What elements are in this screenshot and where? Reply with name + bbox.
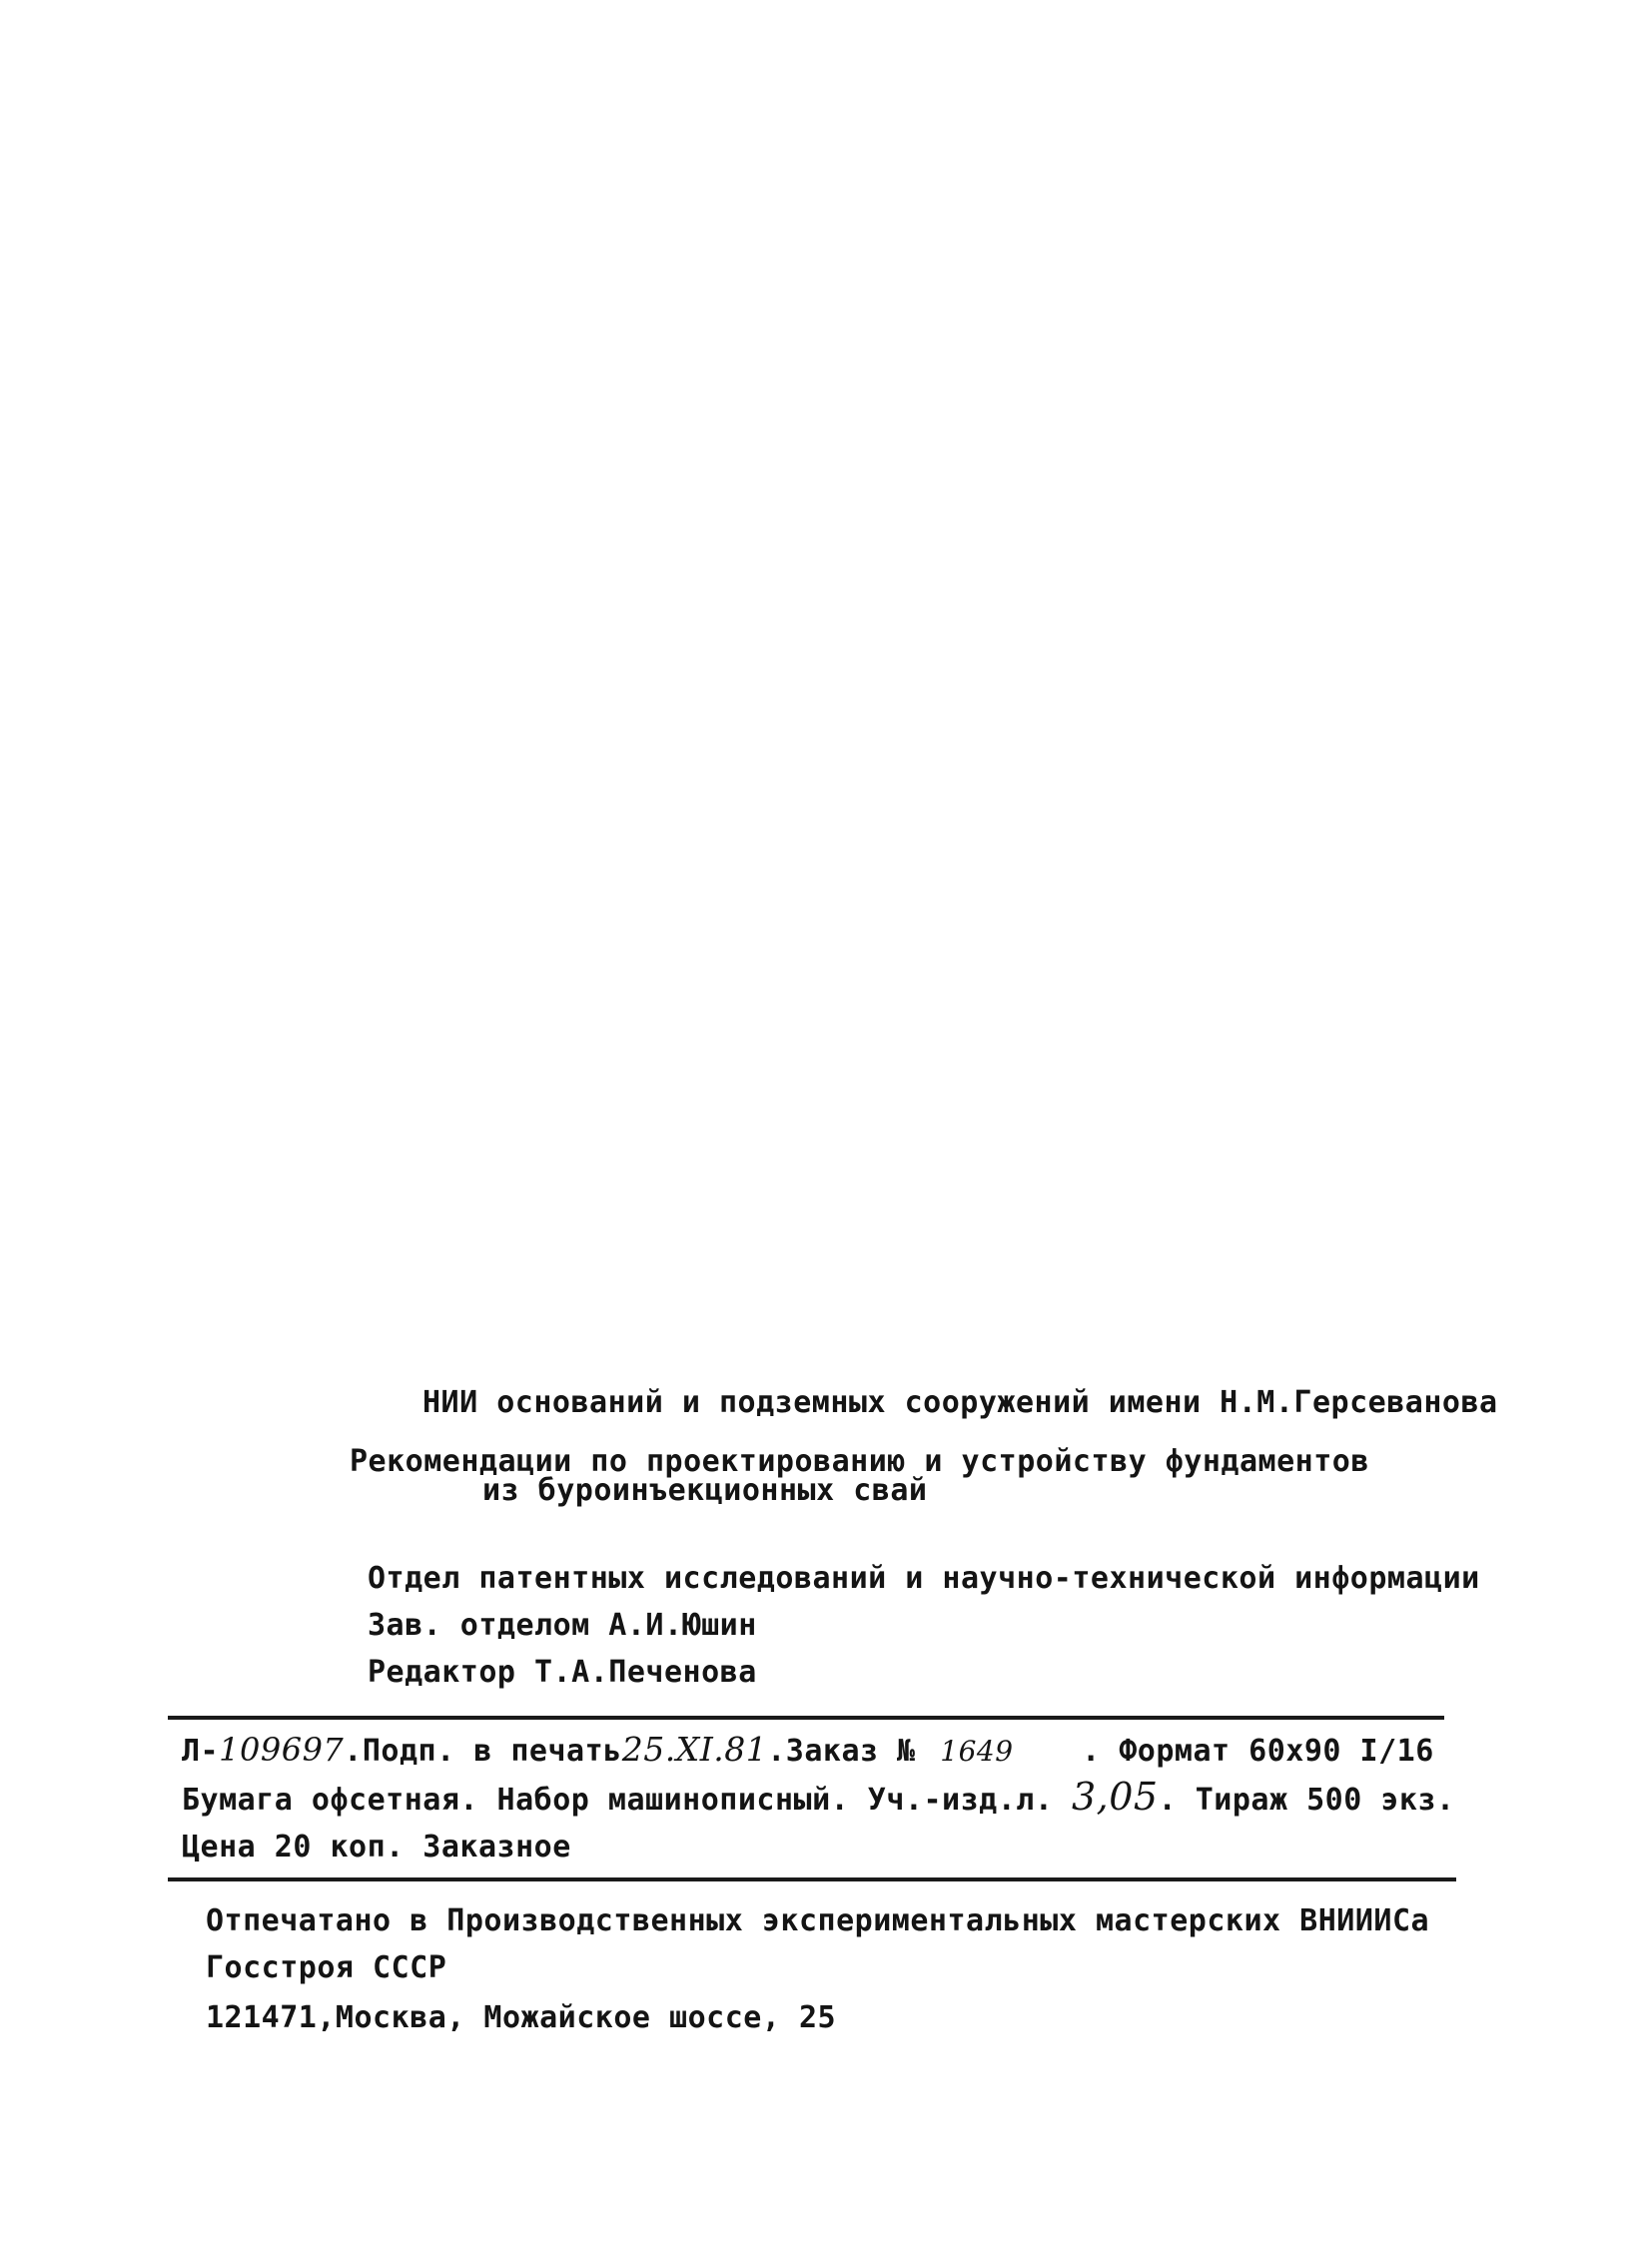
order-label: .Заказ № (767, 1734, 916, 1769)
department-name: Отдел патентных исследований и научно-технической информации (368, 1561, 1480, 1596)
document-title-line2: из буроинъекционных свай (482, 1473, 928, 1508)
license-prefix: Л- (182, 1734, 220, 1769)
price-line: Цена 20 коп. Заказное (182, 1830, 571, 1865)
format-info: . Формат 60х90 I/16 (1082, 1734, 1434, 1769)
imprint-top-rule (168, 1716, 1444, 1720)
printer-address: 121471,Москва, Можайское шоссе, 25 (206, 2000, 837, 2035)
print-run: . Тираж 500 экз. (1158, 1783, 1455, 1818)
paper-info: Бумага офсетная. Набор машинописный. Уч.-изд.л. (182, 1783, 1054, 1818)
editor-name: Редактор Т.А.Печенова (368, 1655, 757, 1690)
imprint-line-2 (182, 1775, 1455, 1819)
document-title-line1: Рекомендации по проектированию и устройству фундаментов (350, 1444, 1369, 1479)
imprint-bottom-rule (168, 1877, 1456, 1881)
edition-sheets: 3,05 (1071, 1775, 1159, 1819)
institute-name: НИИ оснований и подземных сооружений имени Н.М.Герсеванова (422, 1385, 1498, 1420)
order-number: 1649 (940, 1735, 1014, 1768)
printer-line-2: Госстроя СССР (206, 1950, 447, 1985)
printer-line-1: Отпечатано в Производственных экспериментальных мастерских ВНИИИСа (206, 1903, 1430, 1938)
department-head: Зав. отделом А.И.Юшин (368, 1608, 757, 1643)
license-number: 109697 (219, 1731, 345, 1769)
signed-label: .Подп. в печать (344, 1734, 622, 1769)
signed-date: 25.XI.81 (621, 1730, 768, 1769)
imprint-line-1 (182, 1732, 1434, 1770)
